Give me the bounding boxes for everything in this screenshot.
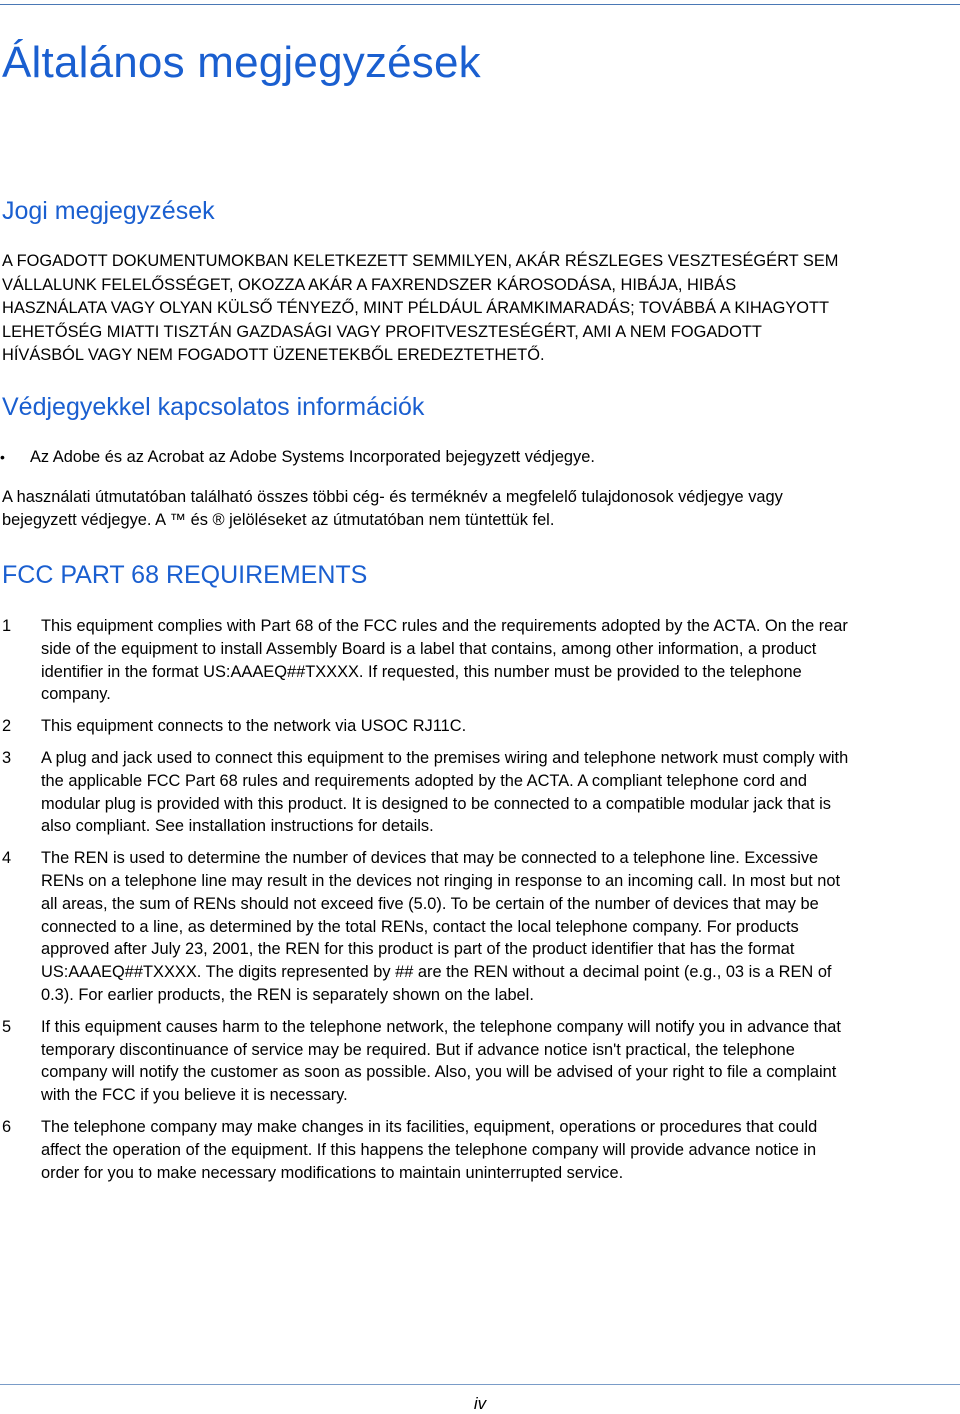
fcc-item-text: This equipment connects to the network via USOC RJ11C. — [41, 717, 467, 736]
fcc-list-item — [0, 747, 960, 838]
fcc-item-text: This equipment complies with Part 68 of the FCC rules and the requirements adopted by the ACTA. On the rear side of the equipment to install Assembly Board is a label that contains, among other information, a product identifier in the format US:AAAEQ##TXXXX. If requested, this number must be provided to the telephone company. — [41, 617, 848, 704]
fcc-item-number: 2 — [2, 717, 12, 736]
fcc-item-number: 3 — [2, 748, 12, 767]
section-heading-legal: Jogi megjegyzések — [2, 197, 215, 225]
fcc-requirements-list — [0, 615, 960, 1193]
page-number: iv — [473, 1394, 487, 1413]
fcc-item-text: A plug and jack used to connect this equipment to the premises wiring and telephone network must comply with the applicable FCC Part 68 rules and requirements adopted by the ACTA. A compliant telephone cord and modular plug is provided with this product. It is designed to be connected to a compatible modular jack that is also compliant. See installation instructions for details. — [41, 748, 849, 836]
fcc-item-text: The REN is used to determine the number of devices that may be connected to a telephone line. Excessive RENs on a telephone line may result in the devices not ringing in response to an incoming call. In most but not all areas, the sum of RENs should not exceed five (5.0). To be certain of the number of devices that may be connected to a line, as determined by the total RENs, contact the local telephone company. For products approved after July 23, 2001, the REN for this product is part of the product identifier that has the format US:AAAEQ##TXXXX. The digits represented by ## are the REN without a decimal point (e.g., 03 is a REN of 0.3). For earlier products, the REN is separately shown on the label. — [41, 849, 841, 1004]
fcc-list-item — [0, 1016, 960, 1107]
legal-notice-text: A FOGADOTT DOKUMENTUMOKBAN KELETKEZETT SEMMILYEN, AKÁR RÉSZLEGES VESZTESÉGÉRT SEM VÁLLALUNK FELELŐSSÉGET, OKOZZA AKÁR A FAXRENDSZER KÁROSODÁSA, HIBÁJA, HIBÁS HASZNÁLATA VAGY OLYAN KÜLSŐ TÉNYEZŐ, MINT PÉLDÁUL ÁRAMKIMARADÁS; TOVÁBBÁ A KIHAGYOTT LEHETŐSÉG MIATTI TISZTÁN GAZDASÁGI VAGY PROFITVESZTESÉGÉRT, AMI A NEM FOGADOTT HÍVÁSBÓL VAGY NEM FOGADOTT ÜZENETEKBŐL EREDEZTETHETŐ. — [2, 252, 839, 365]
fcc-list-item — [0, 715, 960, 738]
fcc-item-number: 5 — [2, 1017, 12, 1036]
fcc-list-item — [0, 847, 960, 1007]
trademark-bullet-text: Az Adobe és az Acrobat az Adobe Systems Incorporated bejegyzett védjegye. — [30, 448, 595, 466]
header-rule — [0, 4, 960, 5]
footer-rule — [0, 1384, 960, 1385]
fcc-item-number: 4 — [2, 849, 12, 868]
fcc-list-item — [0, 615, 960, 706]
page-title: Általános megjegyzések — [2, 38, 481, 87]
trademark-paragraph: A használati útmutatóban található összes többi cég- és terméknév a megfelelő tulajdonosok védjegye vagy bejegyzett védjegye. A ™ és ® jelöléseket az útmutatóban nem tüntettük fel. — [2, 488, 783, 529]
fcc-item-text: If this equipment causes harm to the telephone network, the telephone company will notify you in advance that temporary discontinuance of service may be required. But if advance notice isn't practical, the telephone company will notify the customer as soon as possible. Also, you will be advised of your right to file a complaint with the FCC if you believe it is necessary. — [41, 1017, 841, 1105]
fcc-item-text: The telephone company may make changes in its facilities, equipment, operations or procedures that could affect the operation of the equipment. If this happens the telephone company will provide advance notice in order for you to make necessary modifications to maintain uninterrupted service. — [41, 1117, 818, 1182]
fcc-item-number: 6 — [2, 1117, 12, 1136]
section-heading-fcc: FCC PART 68 REQUIREMENTS — [2, 561, 368, 589]
fcc-list-item — [0, 1116, 960, 1184]
section-heading-trademark: Védjegyekkel kapcsolatos információk — [2, 393, 425, 421]
fcc-item-number: 1 — [2, 617, 12, 635]
bullet-marker: • — [0, 449, 5, 465]
